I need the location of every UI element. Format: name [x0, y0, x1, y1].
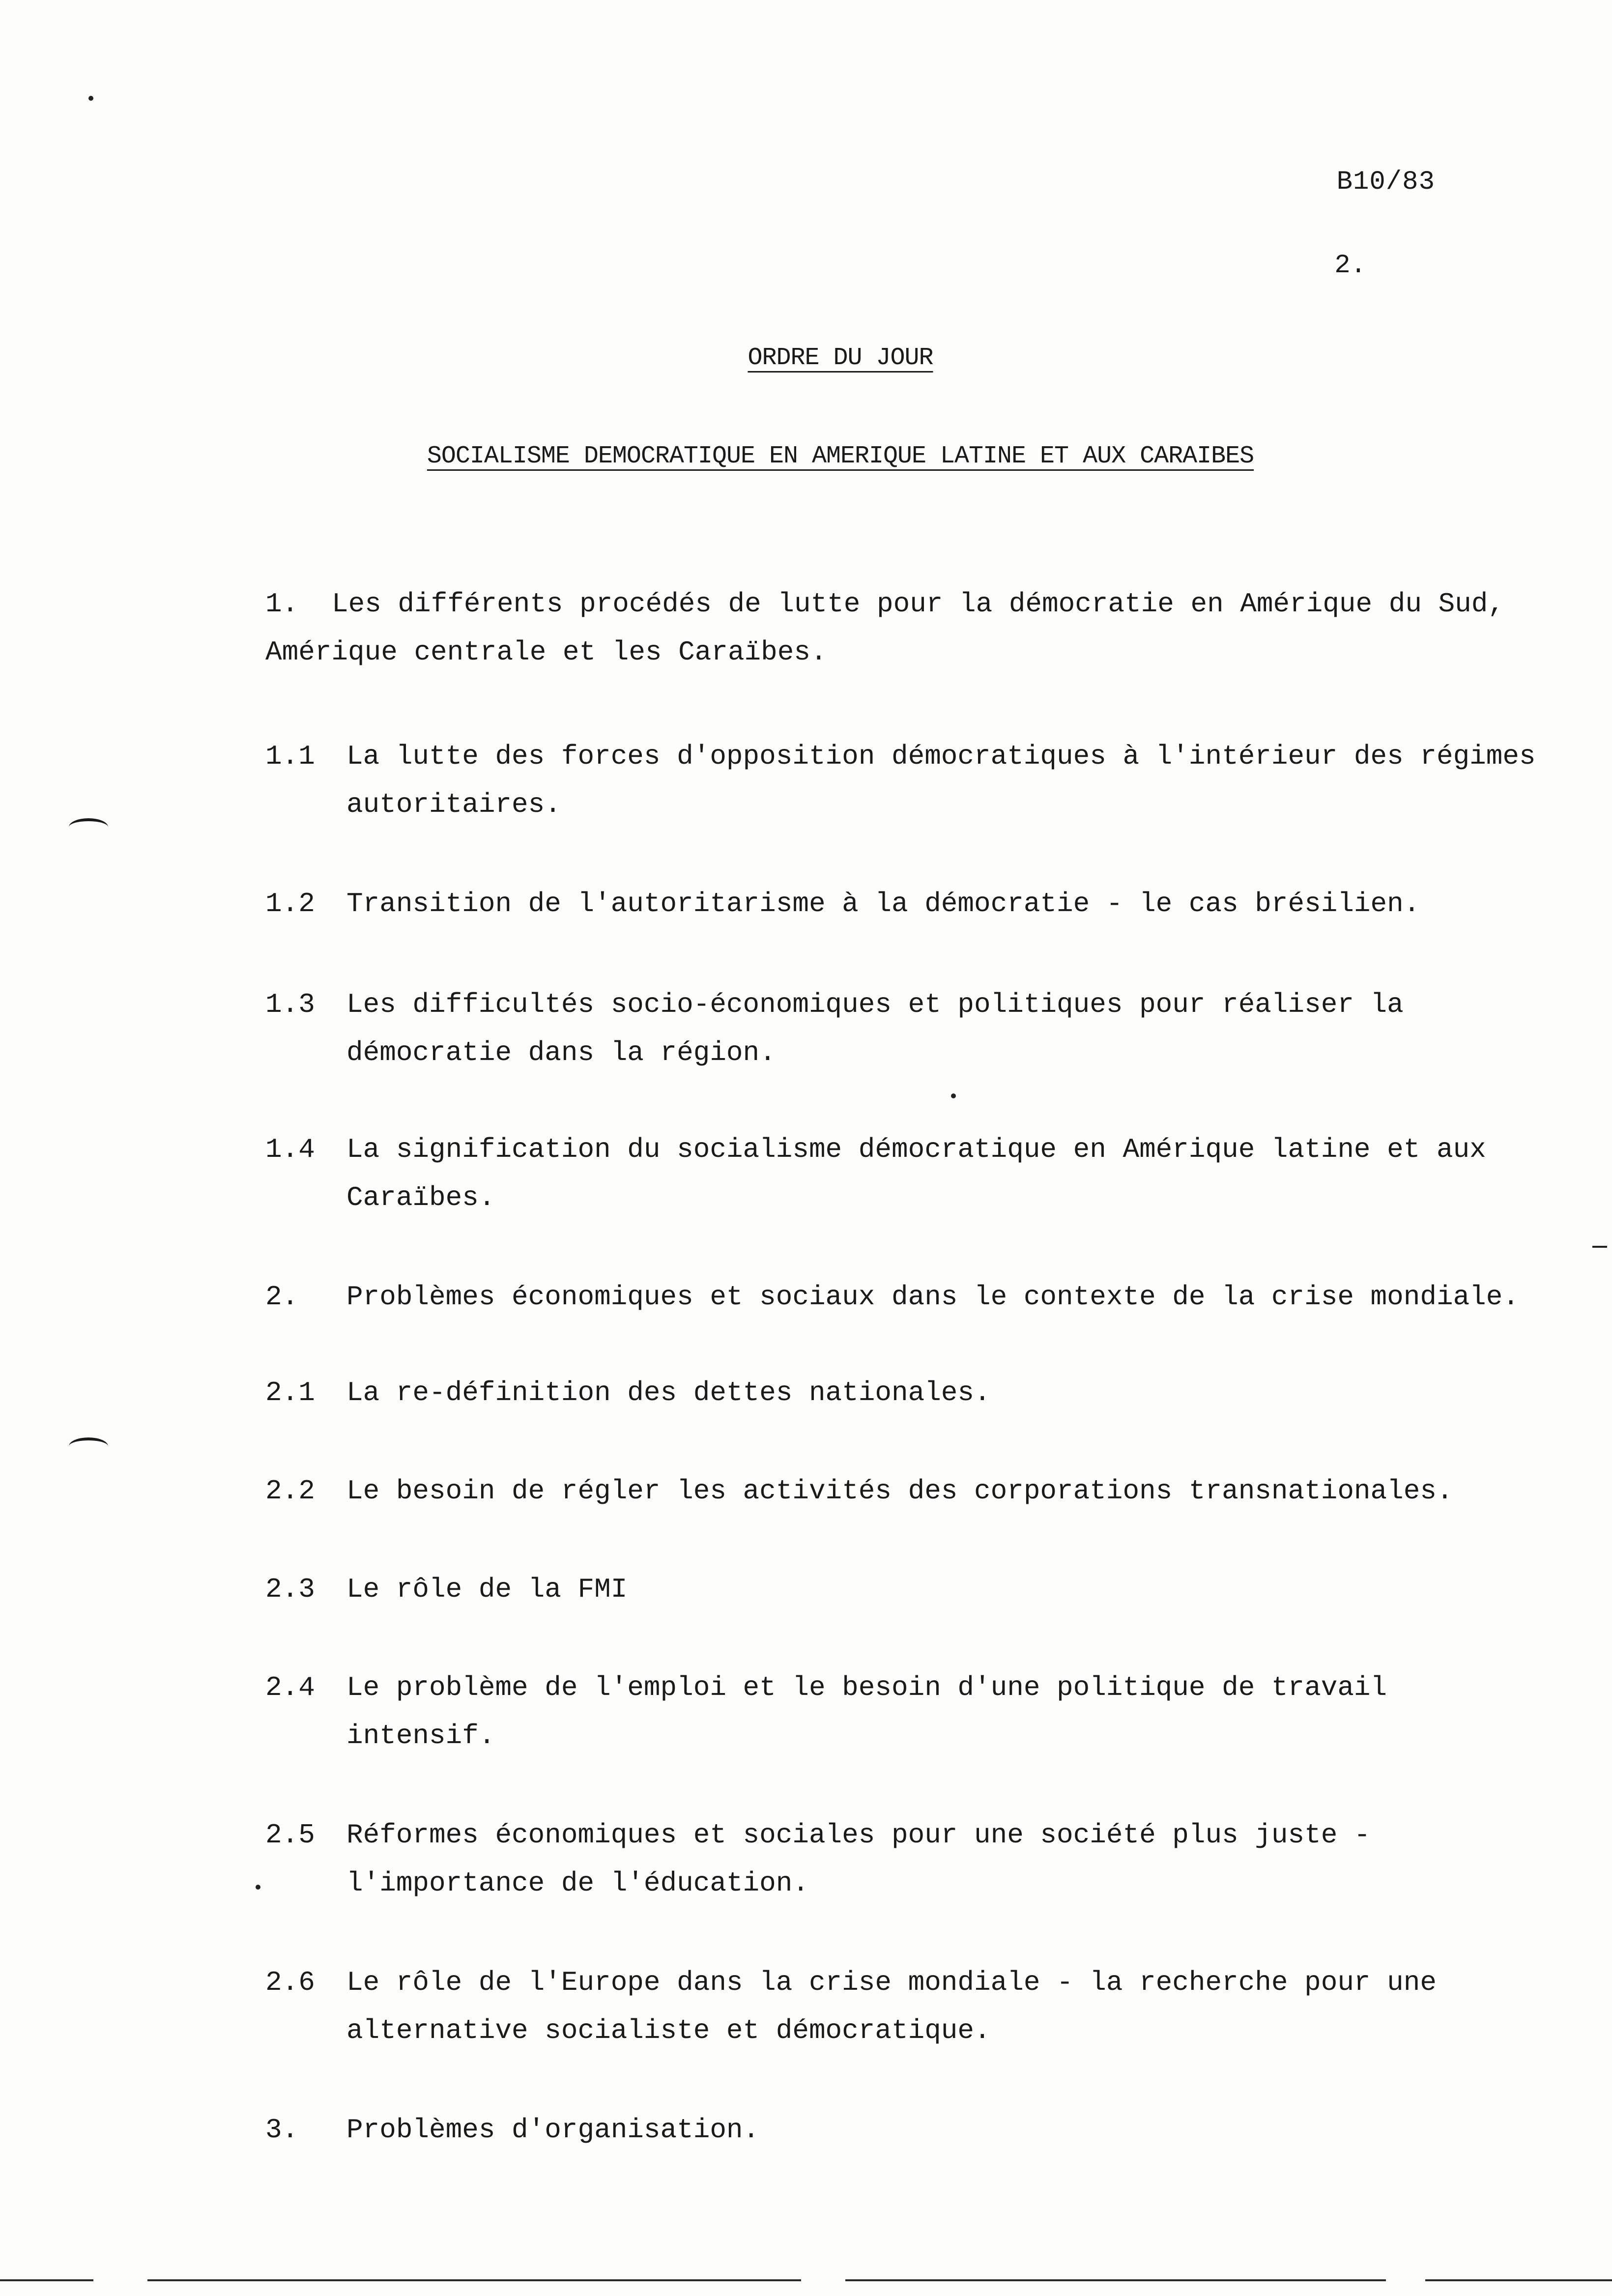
- item-text: Les différents procédés de lutte pour la démocratie en Amérique du Sud, Amérique centrale et les Caraïbes.: [265, 588, 1504, 668]
- item-text: Les difficultés socio-économiques et politiques pour réaliser la démocratie dans la région.: [346, 989, 1404, 1068]
- punch-hole-mark: [69, 1437, 108, 1455]
- bottom-edge-line: [0, 2279, 93, 2281]
- agenda-item-2-5: [265, 1811, 1592, 1907]
- document-reference: B10/83: [1336, 167, 1435, 197]
- scan-speck: [951, 1093, 956, 1098]
- item-number: 1.: [265, 588, 299, 620]
- bottom-edge-line: [845, 2279, 1386, 2281]
- item-number: 3.: [265, 2114, 299, 2146]
- item-text: La signification du socialisme démocratique en Amérique latine et aux Caraïbes.: [346, 1134, 1486, 1213]
- item-number: 1.3: [265, 989, 315, 1020]
- agenda-item-3: [265, 2106, 1592, 2154]
- bottom-edge-line: [147, 2279, 801, 2281]
- agenda-item-2: [265, 1273, 1592, 1321]
- item-text: Transition de l'autoritarisme à la démocratie - le cas brésilien.: [346, 888, 1420, 919]
- item-number: 1.4: [265, 1134, 315, 1165]
- agenda-item-1-4: [265, 1125, 1592, 1222]
- item-text: Réformes économiques et sociales pour une société plus juste - l'importance de l'éducation.: [346, 1819, 1371, 1899]
- item-text: La lutte des forces d'opposition démocratiques à l'intérieur des régimes autoritaires.: [346, 741, 1536, 820]
- agenda-item-2-4: [265, 1664, 1592, 1760]
- agenda-item-2-1: [265, 1369, 1592, 1417]
- item-number: 2.2: [265, 1475, 315, 1507]
- agenda-item-1-3: [265, 980, 1592, 1077]
- item-number: 2.6: [265, 1967, 315, 1998]
- agenda-item-1-2: [265, 880, 1592, 928]
- item-number: 1.2: [265, 888, 315, 919]
- agenda-item-2-3: [265, 1565, 1592, 1613]
- item-text: Problèmes d'organisation.: [346, 2114, 760, 2146]
- bottom-edge-line: [1425, 2279, 1612, 2281]
- agenda-subject: SOCIALISME DEMOCRATIQUE EN AMERIQUE LATINE ET AUX CARAIBES: [427, 442, 1254, 470]
- agenda-item-2-6: [265, 1958, 1592, 2055]
- item-text: Le rôle de la FMI: [346, 1574, 628, 1605]
- punch-hole-mark: [69, 818, 108, 836]
- item-text: Le rôle de l'Europe dans la crise mondiale - la recherche pour une alternative socialiste et démocratique.: [346, 1967, 1437, 2046]
- item-text: Problèmes économiques et sociaux dans le contexte de la crise mondiale.: [346, 1281, 1519, 1313]
- agenda-item-1-1: [265, 732, 1592, 829]
- item-number: 2.: [265, 1281, 299, 1313]
- agenda-title: ORDRE DU JOUR: [748, 344, 933, 372]
- scan-speck: [88, 96, 93, 101]
- item-number: 2.5: [265, 1819, 315, 1851]
- item-text: Le problème de l'emploi et le besoin d'une politique de travail intensif.: [346, 1672, 1387, 1751]
- item-text: La re-définition des dettes nationales.: [346, 1377, 991, 1408]
- page-number: 2.: [1334, 251, 1366, 281]
- item-number: 1.1: [265, 741, 315, 772]
- scan-speck: [256, 1885, 260, 1890]
- item-number: 2.3: [265, 1574, 315, 1605]
- item-number: 2.1: [265, 1377, 315, 1408]
- scan-mark: [1592, 1246, 1607, 1248]
- agenda-item-1: [265, 580, 1592, 676]
- item-number: 2.4: [265, 1672, 315, 1703]
- item-text: Le besoin de régler les activités des corporations transnationales.: [346, 1475, 1453, 1507]
- agenda-item-2-2: [265, 1467, 1592, 1515]
